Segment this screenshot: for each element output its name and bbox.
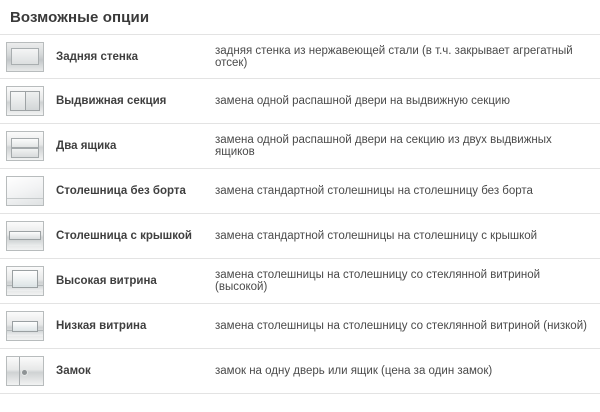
back-wall-icon: [6, 42, 44, 72]
option-row: [0, 79, 600, 124]
option-thumb-cell: [0, 131, 50, 161]
option-row: [0, 214, 600, 259]
option-thumb-cell: [0, 221, 50, 251]
option-description: замена одной распашной двери на секцию из двух выдвижных ящиков: [215, 134, 552, 158]
options-list: [0, 34, 600, 394]
option-thumb-cell: [0, 176, 50, 206]
option-thumb-cell: [0, 311, 50, 341]
option-row: [0, 124, 600, 169]
high-display-case-icon: [6, 266, 44, 296]
option-label: Задняя стенка: [56, 50, 138, 63]
option-description: замена стандартной столешницы на столешницу с крышкой: [215, 230, 538, 242]
option-description: замок на одну дверь или ящик (цена за один замок): [215, 365, 493, 377]
option-label: Низкая витрина: [56, 320, 147, 332]
option-row: [0, 349, 600, 394]
option-thumb-cell: [0, 356, 50, 386]
option-description: замена одной распашной двери на выдвижную секцию: [215, 95, 510, 107]
option-label: Выдвижная секция: [56, 95, 167, 107]
option-description: задняя стенка из нержавеющей стали (в т.ч. закрывает агрегатный отсек): [215, 44, 573, 69]
option-row: [0, 34, 600, 79]
option-description: замена стандартной столешницы на столешницу без борта: [215, 185, 533, 197]
worktop-without-edge-icon: [6, 176, 44, 206]
option-row: [0, 259, 600, 304]
option-label: Высокая витрина: [56, 275, 157, 287]
low-display-case-icon: [6, 311, 44, 341]
page-title: Возможные опции: [10, 9, 150, 26]
option-label: Столешница без борта: [56, 185, 186, 197]
worktop-with-lid-icon: [6, 221, 44, 251]
option-thumb-cell: [0, 86, 50, 116]
lock-icon: [6, 356, 44, 386]
option-label: Два ящика: [56, 140, 117, 152]
option-description: замена столешницы на столешницу со стеклянной витриной (высокой): [215, 269, 541, 293]
option-label: Замок: [56, 365, 91, 377]
option-thumb-cell: [0, 266, 50, 296]
option-row: [0, 169, 600, 214]
sliding-section-icon: [6, 86, 44, 116]
two-drawers-icon: [6, 131, 44, 161]
option-label: Столешница с крышкой: [56, 230, 192, 242]
option-row: [0, 304, 600, 349]
option-thumb-cell: [0, 42, 50, 72]
option-description: замена столешницы на столешницу со стеклянной витриной (низкой): [215, 320, 587, 332]
